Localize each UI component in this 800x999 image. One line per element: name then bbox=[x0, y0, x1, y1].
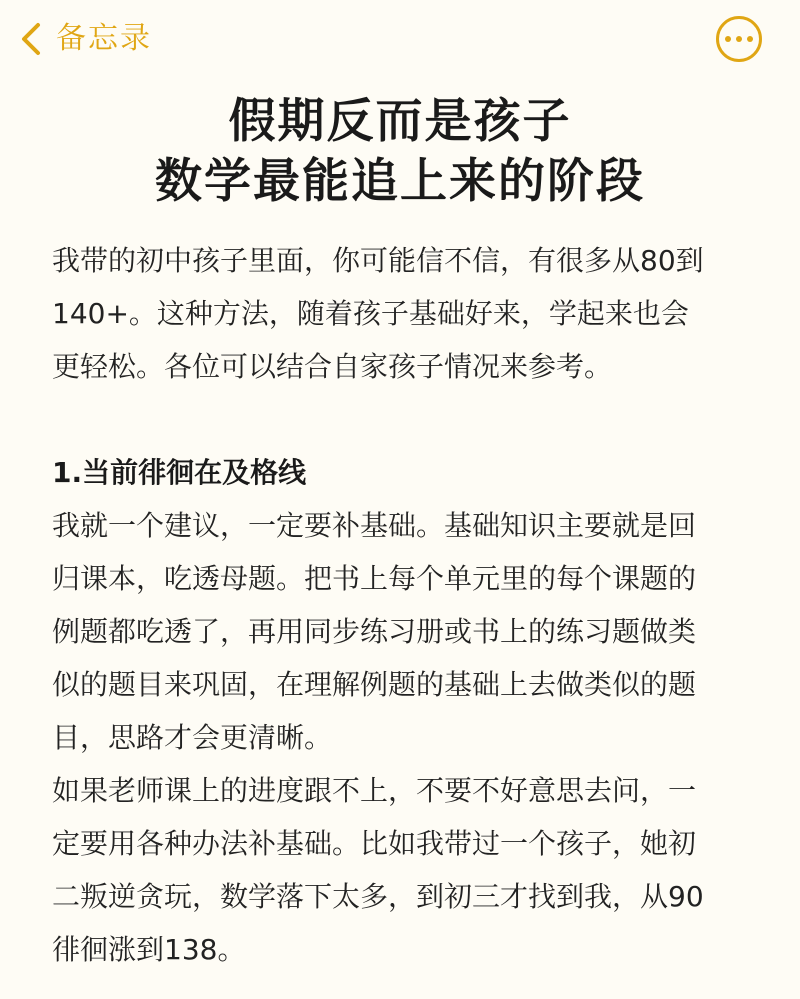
back-button[interactable] bbox=[18, 14, 152, 64]
ellipsis-dot-icon bbox=[736, 36, 742, 42]
more-options-button[interactable] bbox=[716, 16, 762, 62]
paragraph-line: 目，思路才会更清晰。 bbox=[52, 721, 333, 754]
title-line-2: 数学最能追上来的阶段 bbox=[155, 154, 645, 209]
paragraph-line: 我就一个建议，一定要补基础。基础知识主要就是回 bbox=[52, 509, 697, 542]
paragraph-line: 似的题目来巩固，在理解例题的基础上去做类似的题 bbox=[52, 668, 697, 701]
section-heading: 1.当前徘徊在及格线 bbox=[52, 456, 307, 489]
intro-line: 我带的初中孩子里面，你可能信不信，有很多从80到 bbox=[52, 244, 704, 277]
title-line-1: 假期反而是孩子 bbox=[228, 94, 572, 149]
note-body[interactable] bbox=[52, 234, 772, 976]
paragraph-line: 归课本，吃透母题。把书上每个单元里的每个课题的 bbox=[52, 562, 697, 595]
paragraph-line: 例题都吃透了，再用同步练习册或书上的练习题做类 bbox=[52, 615, 697, 648]
paragraph-line: 徘徊涨到138。 bbox=[52, 933, 246, 966]
paragraph-line: 二叛逆贪玩，数学落下太多，到初三才找到我，从90 bbox=[52, 880, 704, 913]
note-title bbox=[0, 92, 800, 212]
top-navigation-bar bbox=[0, 0, 800, 80]
back-label: 备忘录 bbox=[56, 21, 152, 56]
paragraph-line: 如果老师课上的进度跟不上，不要不好意思去问，一 bbox=[52, 774, 697, 807]
chevron-left-icon bbox=[18, 22, 44, 56]
ellipsis-dot-icon bbox=[747, 36, 753, 42]
ellipsis-dot-icon bbox=[725, 36, 731, 42]
intro-line: 140+。这种方法，随着孩子基础好来，学起来也会 bbox=[52, 297, 689, 330]
paragraph-spacer bbox=[52, 393, 772, 446]
intro-line: 更轻松。各位可以结合自家孩子情况来参考。 bbox=[52, 350, 613, 383]
paragraph-line: 定要用各种办法补基础。比如我带过一个孩子，她初 bbox=[52, 827, 697, 860]
